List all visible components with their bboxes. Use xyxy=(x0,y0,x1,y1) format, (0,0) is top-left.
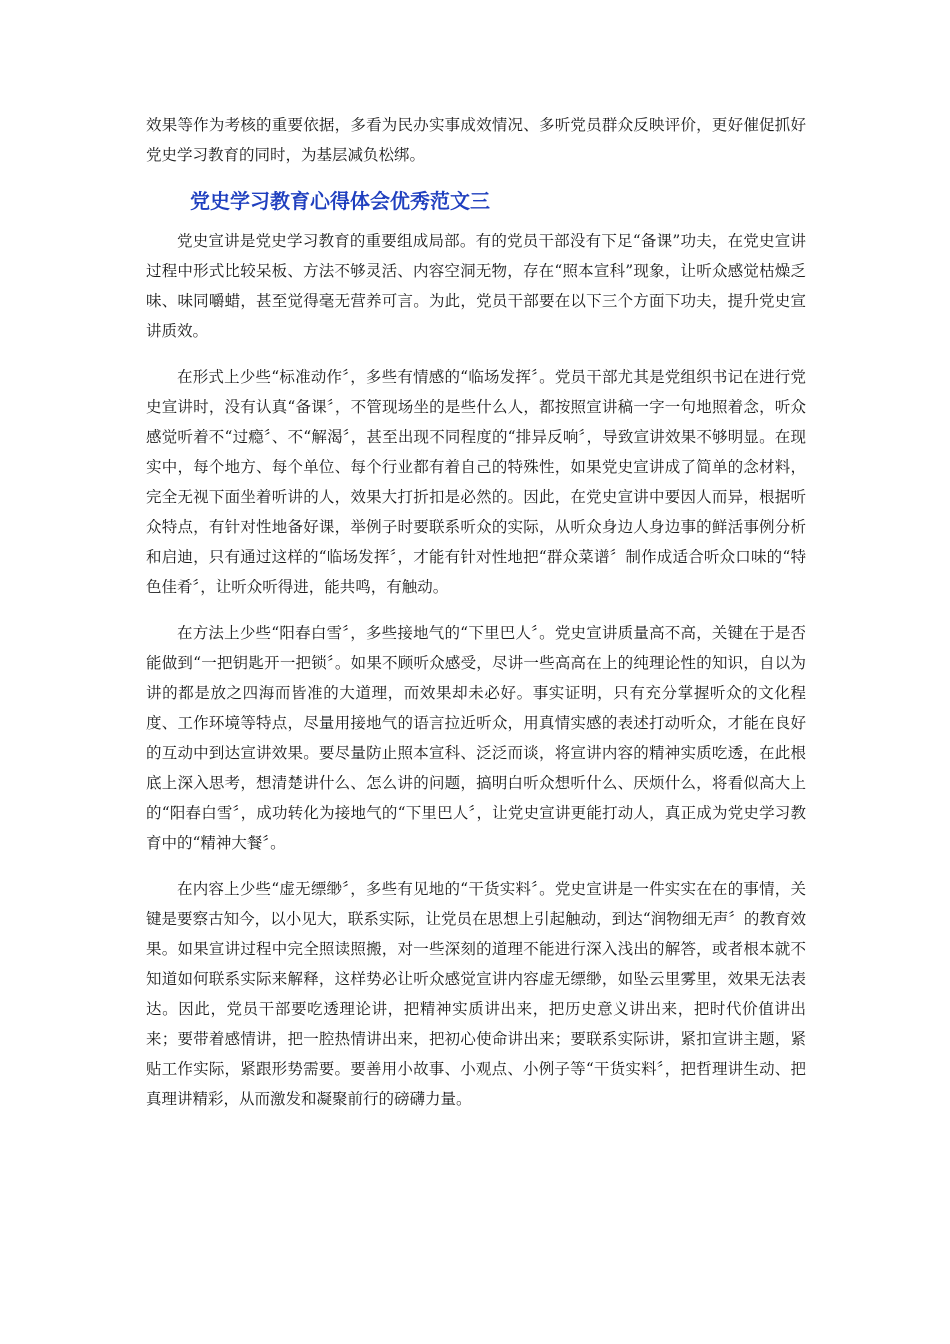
paragraph-form: 在形式上少些“标准动作〞，多些有情感的“临场发挥〞。党员干部尤其是党组织书记在进行党史宣讲时，没有认真“备课〞，不管现场坐的是些什么人，都按照宣讲稿一字一句地照着念，听众感觉听着不“过瘾〞、不“解渴〞，甚至出现不同程度的“排异反响〞，导致宣讲效果不够明显。在现实中，每个地方、每个单位、每个行业都有着自己的特殊性，如果党史宣讲成了简单的念材料，完全无视下面坐着听讲的人，效果大打折扣是必然的。因此，在党史宣讲中要因人而异，根据听众特点，有针对性地备好课，举例子时要联系听众的实际，从听众身边人身边事的鲜活事例分析和启迪，只有通过这样的“临场发挥〞，才能有针对性地把“群众菜谱〞制作成适合听众口味的“特色佳肴〞，让听众听得进，能共鸣，有触动。 xyxy=(146,368,806,596)
paragraph-method: 在方法上少些“阳春白雪〞，多些接地气的“下里巴人〞。党史宣讲质量高不高，关键在于是否能做到“一把钥匙开一把锁〞。如果不顾听众感受，尽讲一些高高在上的纯理论性的知识，自以为讲的都是放之四海而皆准的大道理，而效果却未必好。事实证明，只有充分掌握听众的文化程度、工作环境等特点，尽量用接地气的语言拉近听众，用真情实感的表述打动听众，才能在良好的互动中到达宣讲效果。要尽量防止照本宣科、泛泛而谈，将宣讲内容的精神实质吃透，在此根底上深入思考，想清楚讲什么、怎么讲的问题，搞明白听众想听什么、厌烦什么，将看似高大上的“阳春白雪〞，成功转化为接地气的“下里巴人〞，让党史宣讲更能打动人，真正成为党史学习教育中的“精神大餐〞。 xyxy=(146,624,806,852)
intro-paragraph: 效果等作为考核的重要依据，多看为民办实事成效情况、多听党员群众反映评价，更好催促抓好党史学习教育的同时，为基层减负松绑。 xyxy=(146,116,806,164)
section-heading: 党史学习教育心得体会优秀范文三 xyxy=(190,189,490,213)
paragraph-overview: 党史宣讲是党史学习教育的重要组成局部。有的党员干部没有下足“备课”功夫，在党史宣讲过程中形式比较呆板、方法不够灵活、内容空洞无物，存在“照本宣科”现象，让听众感觉枯燥乏味、味同嚼蜡，甚至觉得毫无营养可言。为此，党员干部要在以下三个方面下功夫，提升党史宣讲质效。 xyxy=(146,232,806,340)
paragraph-content: 在内容上少些“虚无缥缈〞，多些有见地的“干货实料〞。党史宣讲是一件实实在在的事情，关键是要察古知今，以小见大，联系实际，让党员在思想上引起触动，到达“润物细无声〞的教育效果。如果宣讲过程中完全照读照搬，对一些深刻的道理不能进行深入浅出的解答，或者根本就不知道如何联系实际来解释，这样势必让听众感觉宣讲内容虚无缥缈，如坠云里雾里，效果无法表达。因此，党员干部要吃透理论讲，把精神实质讲出来，把历史意义讲出来，把时代价值讲出来；要带着感情讲，把一腔热情讲出来，把初心使命讲出来；要联系实际讲，紧扣宣讲主题，紧贴工作实际，紧跟形势需要。要善用小故事、小观点、小例子等“干货实料〞，把哲理讲生动、把真理讲精彩，从而激发和凝聚前行的磅礴力量。 xyxy=(146,880,806,1108)
document-body xyxy=(146,110,806,1114)
